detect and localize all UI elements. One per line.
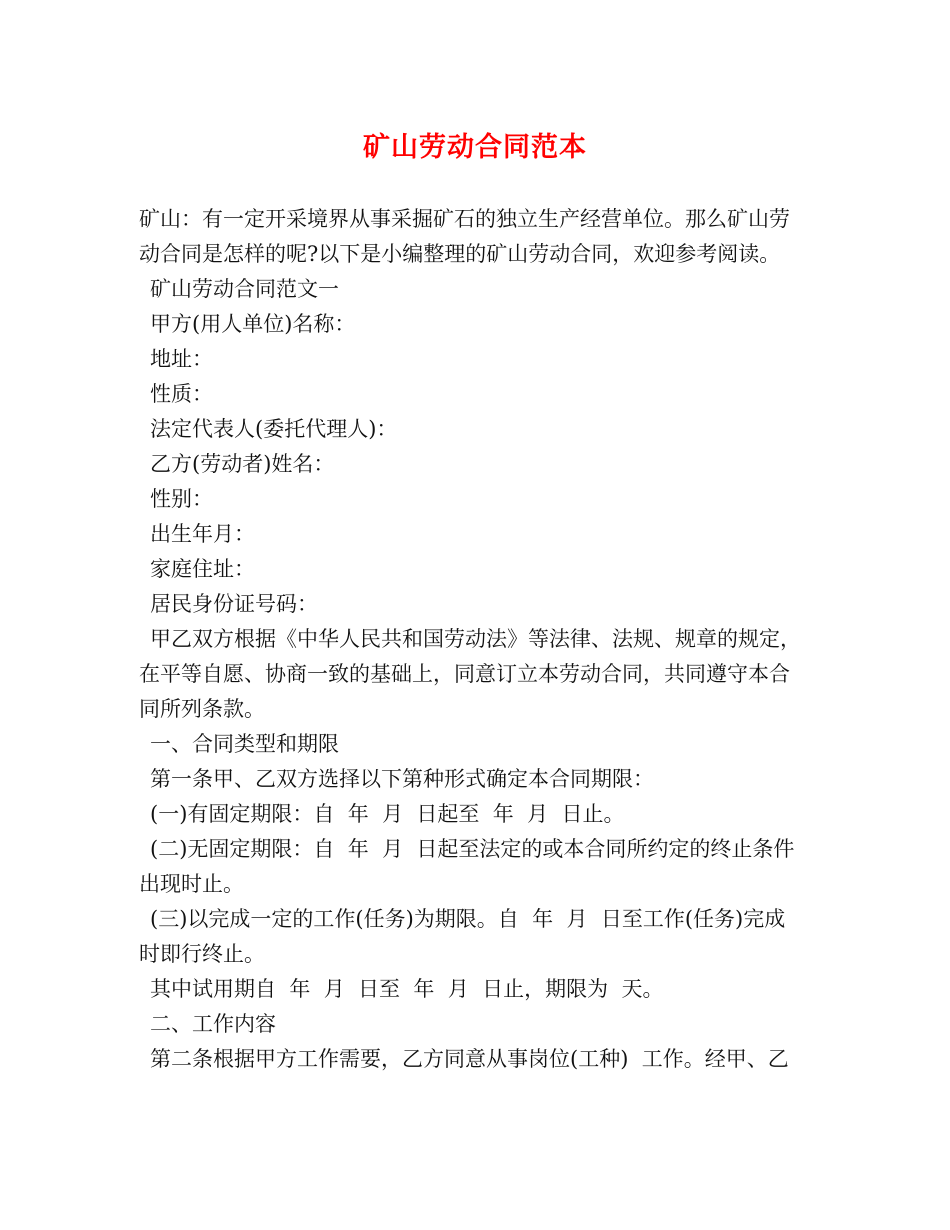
form-field-label: 性质： bbox=[150, 382, 213, 406]
document-body bbox=[139, 202, 829, 1077]
clause-line: (三)以完成一定的工作(任务)为期限。自 年 月 日至工作(任务)完成 bbox=[150, 907, 786, 931]
section-heading: 二、工作内容 bbox=[150, 1012, 276, 1036]
form-field-label: 居民身份证号码： bbox=[150, 592, 318, 616]
form-field-label: 甲方(用人单位)名称： bbox=[150, 312, 356, 336]
clause-line: (二)无固定期限：自 年 月 日起至法定的或本合同所约定的终止条件 bbox=[150, 837, 795, 861]
document-title: 矿山劳动合同范本 bbox=[363, 132, 587, 163]
clause-line: 其中试用期自 年 月 日至 年 月 日止，期限为 天。 bbox=[150, 977, 664, 1001]
form-field-label: 出生年月： bbox=[150, 522, 255, 546]
form-field-label: 法定代表人(委托代理人)： bbox=[150, 417, 398, 441]
body-line: 同所列条款。 bbox=[139, 697, 265, 721]
clause-line: 出现时止。 bbox=[139, 872, 244, 896]
clause-line: (一)有固定期限：自 年 月 日起至 年 月 日止。 bbox=[150, 802, 625, 826]
clause-line: 第一条甲、乙双方选择以下第种形式确定本合同期限： bbox=[150, 767, 654, 791]
section-heading: 一、合同类型和期限 bbox=[150, 732, 339, 756]
body-line: 在平等自愿、协商一致的基础上，同意订立本劳动合同，共同遵守本合 bbox=[139, 662, 790, 686]
body-line: 甲乙双方根据《中华人民共和国劳动法》等法律、法规、规章的规定， bbox=[150, 627, 801, 651]
form-field-label: 性别： bbox=[150, 487, 213, 511]
form-field-label: 家庭住址： bbox=[150, 557, 255, 581]
form-field-label: 乙方(劳动者)姓名： bbox=[150, 452, 335, 476]
form-field-label: 地址： bbox=[150, 347, 213, 371]
clause-line: 第二条根据甲方工作需要，乙方同意从事岗位(工种) 工作。经甲、乙 bbox=[150, 1047, 789, 1071]
body-line: 矿山：有一定开采境界从事采掘矿石的独立生产经营单位。那么矿山劳 bbox=[139, 207, 790, 231]
clause-line: 时即行终止。 bbox=[139, 942, 265, 966]
section-heading: 矿山劳动合同范文一 bbox=[150, 277, 339, 301]
body-line: 动合同是怎样的呢?以下是小编整理的矿山劳动合同，欢迎参考阅读。 bbox=[139, 242, 781, 266]
